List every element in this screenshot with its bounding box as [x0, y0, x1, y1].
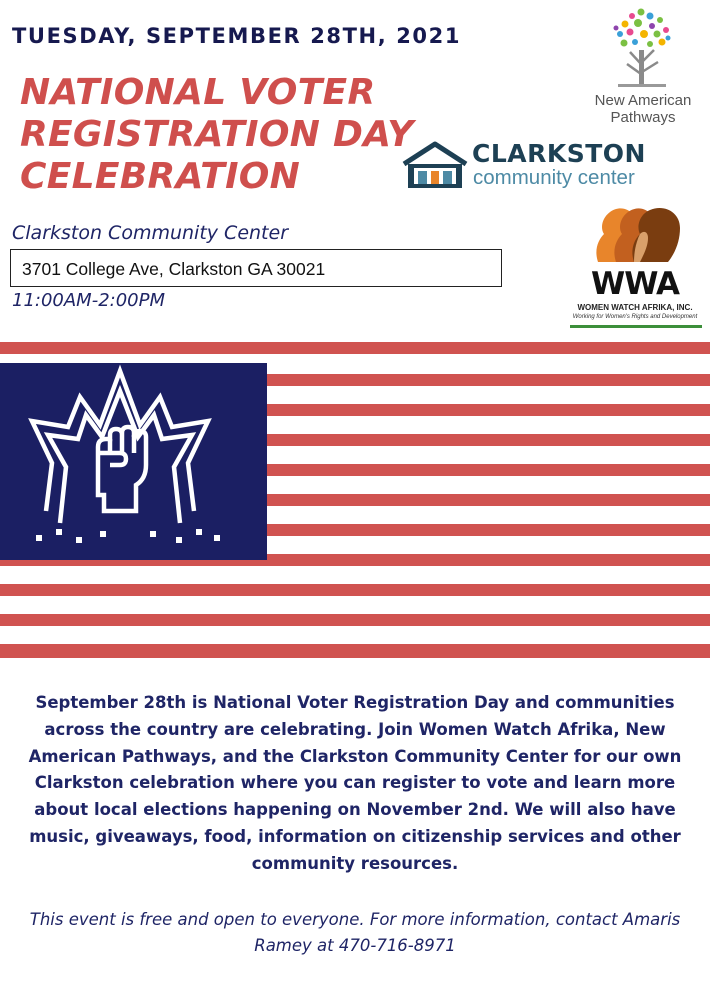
title-line-3: CELEBRATION: [20, 156, 301, 197]
venue-name: Clarkston Community Center: [12, 222, 289, 244]
nap-line-1: New American: [594, 92, 692, 109]
wwa-name: WOMEN WATCH AFRIKA, INC.: [577, 303, 693, 312]
women-profiles-icon: [568, 200, 706, 266]
wwa-underline: [570, 325, 702, 328]
event-description: September 28th is National Voter Registration Day and communities across the country are celebrating. Join Women Watch Afrika, New American Pathways, and the Clarkston Community Center for our own Clarkston celebration where you can register to vote and learn more about local elections happening on November 2nd. We will also have music, giveaways, food, information on citizenship services and other community resources.: [28, 693, 682, 873]
clarkston-logo: [402, 136, 646, 194]
flag-stripe: [0, 614, 710, 626]
flag-stripe: [0, 342, 710, 354]
venue-address: 3701 College Ave, Clarkston GA 30021: [10, 249, 502, 287]
contact-info: This event is free and open to everyone. For more information, contact Amaris Ramey at 470-716-8971: [29, 910, 681, 955]
raised-fist-icon: [0, 363, 267, 560]
event-time: 11:00AM-2:00PM: [12, 290, 166, 311]
title-line-2: REGISTRATION DAY: [20, 114, 414, 155]
flag-graphic: [0, 342, 710, 660]
wwa-tagline: Working for Women's Rights and Development: [572, 314, 698, 320]
title-line-1: NATIONAL VOTER: [20, 72, 376, 113]
flag-stripe: [0, 584, 710, 596]
event-title: [20, 72, 414, 198]
flag-canton: [0, 363, 267, 560]
clarkston-title: CLARKSTON: [472, 139, 646, 168]
wwa-mark: WWA: [591, 266, 679, 302]
nap-line-2: Pathways: [610, 109, 676, 126]
clarkston-subtitle: community center: [473, 166, 635, 189]
flag-stripe: [0, 644, 710, 658]
house-icon: [402, 140, 468, 192]
tree-icon: [580, 4, 706, 92]
event-date: TUESDAY, SEPTEMBER 28TH, 2021: [12, 24, 462, 48]
wwa-logo: [568, 200, 706, 332]
nap-wordmark: [580, 92, 706, 126]
new-american-pathways-logo: [580, 4, 706, 134]
